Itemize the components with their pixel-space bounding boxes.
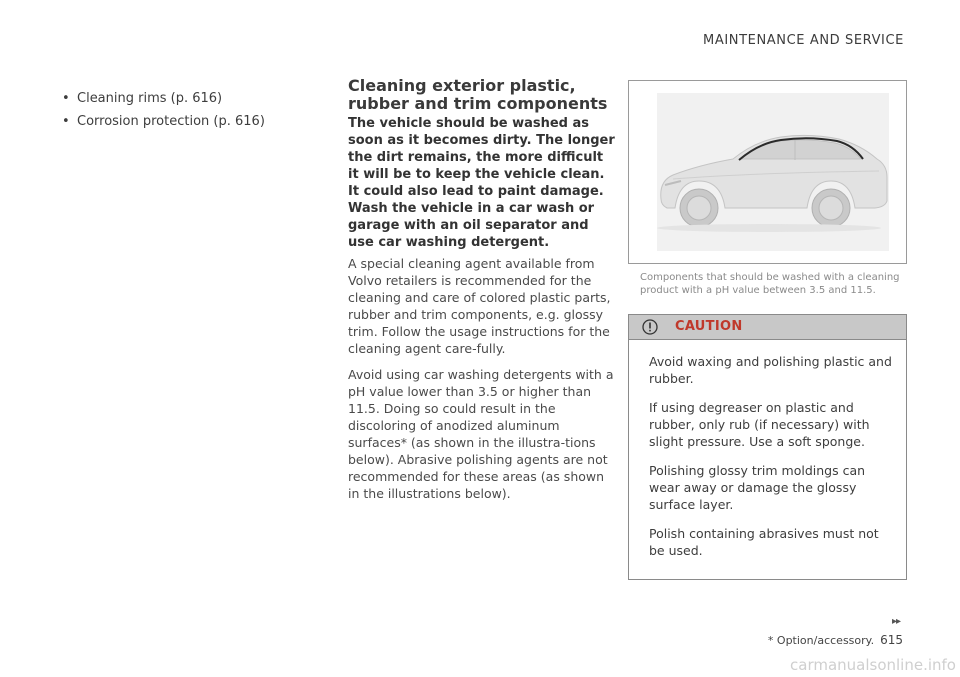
caution-box [628,314,907,580]
caution-header [629,315,906,340]
page-number: 615 [880,633,903,647]
figure-caption: Components that should be washed with a cleaning product with a pH value between 3.5 and 11.5. [640,272,900,296]
car-illustration [628,80,907,264]
caution-body [629,340,906,579]
related-links-list [56,90,316,131]
caution-paragraph: If using degreaser on plastic and rubber, only rub (if necessary) with slight pressure. Use a soft sponge. [649,400,870,449]
article-paragraph: Avoid using car washing detergents with a pH value lower than 3.5 or higher than 11.5. Doing so could result in the discoloring of anodized aluminum surfaces* (as shown in the illustra-tions below). Abrasive polishing agents are not recommended for these areas (as shown in the illustrations below). [348,367,614,501]
figure-column [628,80,907,580]
footnote-option-accessory: * Option/accessory. [767,634,875,647]
article-title: Cleaning exterior plastic, rubber and trim components [348,76,608,113]
car-side-view-drawing [629,81,906,263]
caution-paragraph: Polish containing abrasives must not be used. [649,526,879,558]
caution-paragraph: Avoid waxing and polishing plastic and rubber. [649,354,892,386]
related-links-column [56,90,316,136]
next-page-arrows-icon[interactable]: ▸▸ [891,616,900,627]
related-link-cleaning-rims[interactable]: • Cleaning rims (p. 616) [56,90,316,108]
page-footer [768,633,903,647]
site-watermark: carmanualsonline.info [790,656,956,674]
related-link-corrosion-protection[interactable]: • Corrosion protection (p. 616) [56,113,316,131]
caution-title: CAUTION [675,319,743,334]
article-paragraph: A special cleaning agent available from Volvo retailers is recommended for the cleaning and care of colored plastic parts, rubber and trim components, e.g. glossy trim. Follow the usage instructions for the cleaning agent care-fully. [348,256,611,356]
section-header: MAINTENANCE AND SERVICE [703,33,904,48]
article-lead: The vehicle should be washed as soon as it becomes dirty. The longer the dirt remains, the more difficult it will be to keep the vehicle clean. It could also lead to paint damage. Wash the vehicle in a car wash or garage with an oil separator and use car washing detergent. [348,116,615,250]
article-column [348,77,616,511]
exclamation-circle-icon [642,319,658,335]
caution-paragraph: Polishing glossy trim moldings can wear away or damage the glossy surface layer. [649,463,866,512]
